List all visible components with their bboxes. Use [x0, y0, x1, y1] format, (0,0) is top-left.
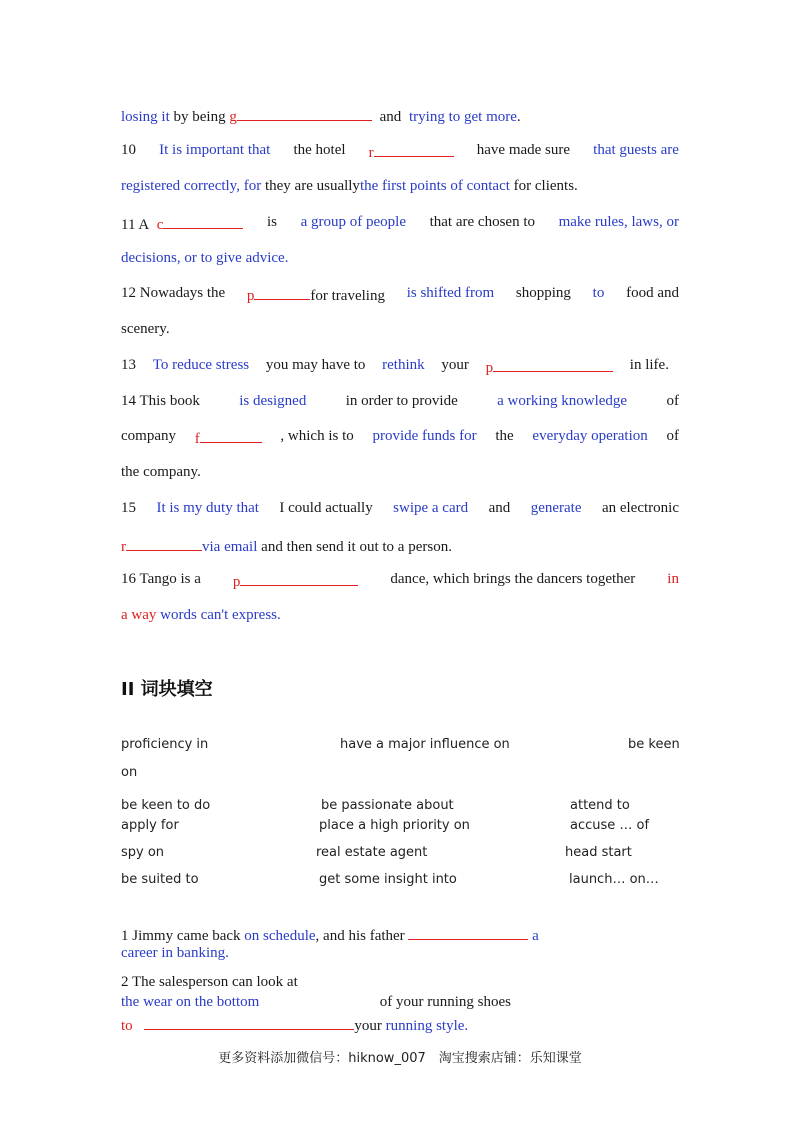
exercise-1-line-1	[121, 925, 636, 945]
phrase: everyday operation	[532, 428, 648, 444]
phrase-option: be passionate about	[321, 798, 454, 813]
blank-line[interactable]	[408, 925, 528, 940]
text: the	[495, 428, 514, 444]
item-14-line-3	[121, 464, 679, 481]
phrase: via email	[202, 539, 258, 555]
item-12-line-2	[121, 321, 679, 338]
text: of	[666, 393, 679, 409]
item-number: 14 This book	[121, 393, 200, 409]
phrase-option: attend to	[570, 798, 630, 813]
text: the hotel	[293, 142, 346, 158]
phrase: losing it	[121, 109, 170, 125]
blank-letter: p	[246, 288, 255, 304]
phrase-option: be suited to	[121, 872, 199, 887]
text: for clients.	[513, 178, 578, 194]
phrase: is shifted from	[406, 285, 495, 301]
text: food and	[626, 285, 679, 301]
blank-letter: g	[229, 109, 237, 125]
text: your	[441, 357, 469, 373]
item-number: 13	[121, 357, 136, 373]
phrase: to	[121, 1018, 133, 1034]
phrase: To reduce stress	[152, 357, 250, 373]
text: .	[516, 109, 521, 125]
text: of your running shoes	[379, 994, 511, 1010]
phrase: on schedule	[244, 928, 316, 944]
text: and then send it out to a person.	[261, 539, 452, 555]
phrase: decisions, or to give advice.	[121, 250, 289, 266]
phrase: career in banking.	[121, 945, 229, 961]
text: you may have to	[265, 357, 366, 373]
phrase: is designed	[239, 393, 307, 409]
phrase-option: place a high priority on	[319, 818, 470, 833]
phrase: provide funds for	[372, 428, 477, 444]
blank-line[interactable]	[126, 536, 202, 551]
phrase: in	[667, 571, 679, 587]
text: shopping	[515, 285, 571, 301]
blank-letter: p	[232, 574, 241, 590]
text: your	[354, 1018, 382, 1034]
phrase-option: real estate agent	[316, 845, 428, 860]
phrase-option: apply for	[121, 818, 179, 833]
footer-note: 更多资料添加微信号：hiknow_007 淘宝搜索店铺：乐知课堂	[218, 1051, 582, 1066]
text: 2 The salesperson can look at	[121, 974, 298, 990]
blank-line[interactable]	[144, 1015, 354, 1030]
text: and	[379, 109, 402, 125]
blank-letter: p	[485, 360, 494, 376]
phrase-option: proficiency in	[121, 737, 209, 752]
item-number: 10	[121, 142, 136, 158]
phrase: for	[243, 178, 262, 194]
text: an electronic	[601, 500, 679, 516]
item-15-line-2	[121, 536, 679, 556]
phrase: a working knowledge	[497, 393, 628, 409]
exercise-1-line-2	[121, 945, 679, 962]
phrase: generate	[530, 500, 582, 516]
text: by being	[173, 109, 226, 125]
phrase: a group of people	[300, 214, 406, 230]
phrase: registered correctly,	[121, 178, 240, 194]
phrase-option: head start	[565, 845, 632, 860]
item-12-line-1	[121, 285, 679, 305]
phrase: make rules, laws, or	[558, 214, 679, 230]
text: the company.	[121, 464, 201, 480]
item-number: 16 Tango is a	[121, 571, 201, 587]
phrase: the wear on the bottom	[121, 994, 260, 1010]
blank-line[interactable]	[493, 357, 613, 372]
text: have made sure	[476, 142, 571, 158]
phrase: rethink	[382, 357, 425, 373]
phrase-option: get some insight into	[319, 872, 457, 887]
item-11-line-1	[121, 214, 679, 234]
text: they are usually	[264, 178, 360, 194]
phrase-option: launch… on…	[569, 872, 659, 887]
phrase: a	[532, 928, 539, 944]
text: I could actually	[279, 500, 373, 516]
phrase: to	[592, 285, 605, 301]
text: for traveling	[310, 288, 385, 304]
phrase-option: spy on	[121, 845, 165, 860]
phrase-option: have a major influence on	[340, 737, 510, 752]
phrase-option: accuse … of	[570, 818, 650, 833]
text: and	[488, 500, 511, 516]
blank-letter: r	[121, 539, 126, 555]
item-16-line-2	[121, 607, 679, 624]
text: , which is to	[280, 428, 354, 444]
section-heading: II 词块填空	[121, 679, 213, 700]
phrase-option: on	[121, 765, 138, 780]
blank-line[interactable]	[240, 571, 358, 586]
exercise-2-line-2	[121, 994, 511, 1011]
blank-letter: c	[156, 217, 164, 233]
blank-line[interactable]	[374, 142, 454, 157]
exercise-2-line-3	[121, 1015, 679, 1035]
blank-line[interactable]	[163, 214, 243, 229]
item-14-line-2	[121, 428, 679, 448]
phrase: It is my duty that	[156, 500, 259, 516]
item-14-line-1	[121, 393, 679, 410]
text: dance, which brings the dancers together	[390, 571, 636, 587]
text: scenery.	[121, 321, 170, 337]
text: that are chosen to	[429, 214, 535, 230]
item-10-line-1	[121, 142, 679, 162]
text: company	[121, 428, 176, 444]
item-number: 12 Nowadays the	[121, 285, 226, 301]
phrase: that guests are	[593, 142, 679, 158]
phrase: running style.	[385, 1018, 469, 1034]
phrase: It is important that	[159, 142, 271, 158]
phrase: a way	[121, 607, 157, 623]
text: is	[266, 214, 277, 230]
blank-letter: r	[368, 145, 374, 161]
text: , and his father	[315, 928, 405, 944]
blank-line[interactable]	[200, 428, 262, 443]
phrase-option: be keen	[628, 737, 680, 752]
item-number: 15	[121, 500, 136, 516]
phrase: swipe a card	[393, 500, 469, 516]
phrase: trying to get more	[409, 109, 517, 125]
phrase: words can't express.	[160, 607, 281, 623]
text: of	[666, 428, 679, 444]
text: in order to provide	[345, 393, 458, 409]
phrase: the first points of contact	[359, 178, 510, 194]
text: 1 Jimmy came back	[121, 928, 241, 944]
item-10-line-2	[121, 178, 679, 195]
item-9-line	[121, 106, 679, 126]
item-13-line	[121, 357, 669, 377]
item-16-line-1	[121, 571, 679, 591]
blank-line[interactable]	[254, 285, 310, 300]
phrase-option: be keen to do	[121, 798, 211, 813]
text: in life.	[629, 357, 669, 373]
item-number: 11 A	[121, 217, 150, 233]
blank-letter: f	[194, 431, 200, 447]
exercise-2-line-1	[121, 974, 679, 991]
item-15-line-1	[121, 500, 679, 517]
blank-line[interactable]	[237, 106, 372, 121]
item-11-line-2	[121, 250, 679, 267]
